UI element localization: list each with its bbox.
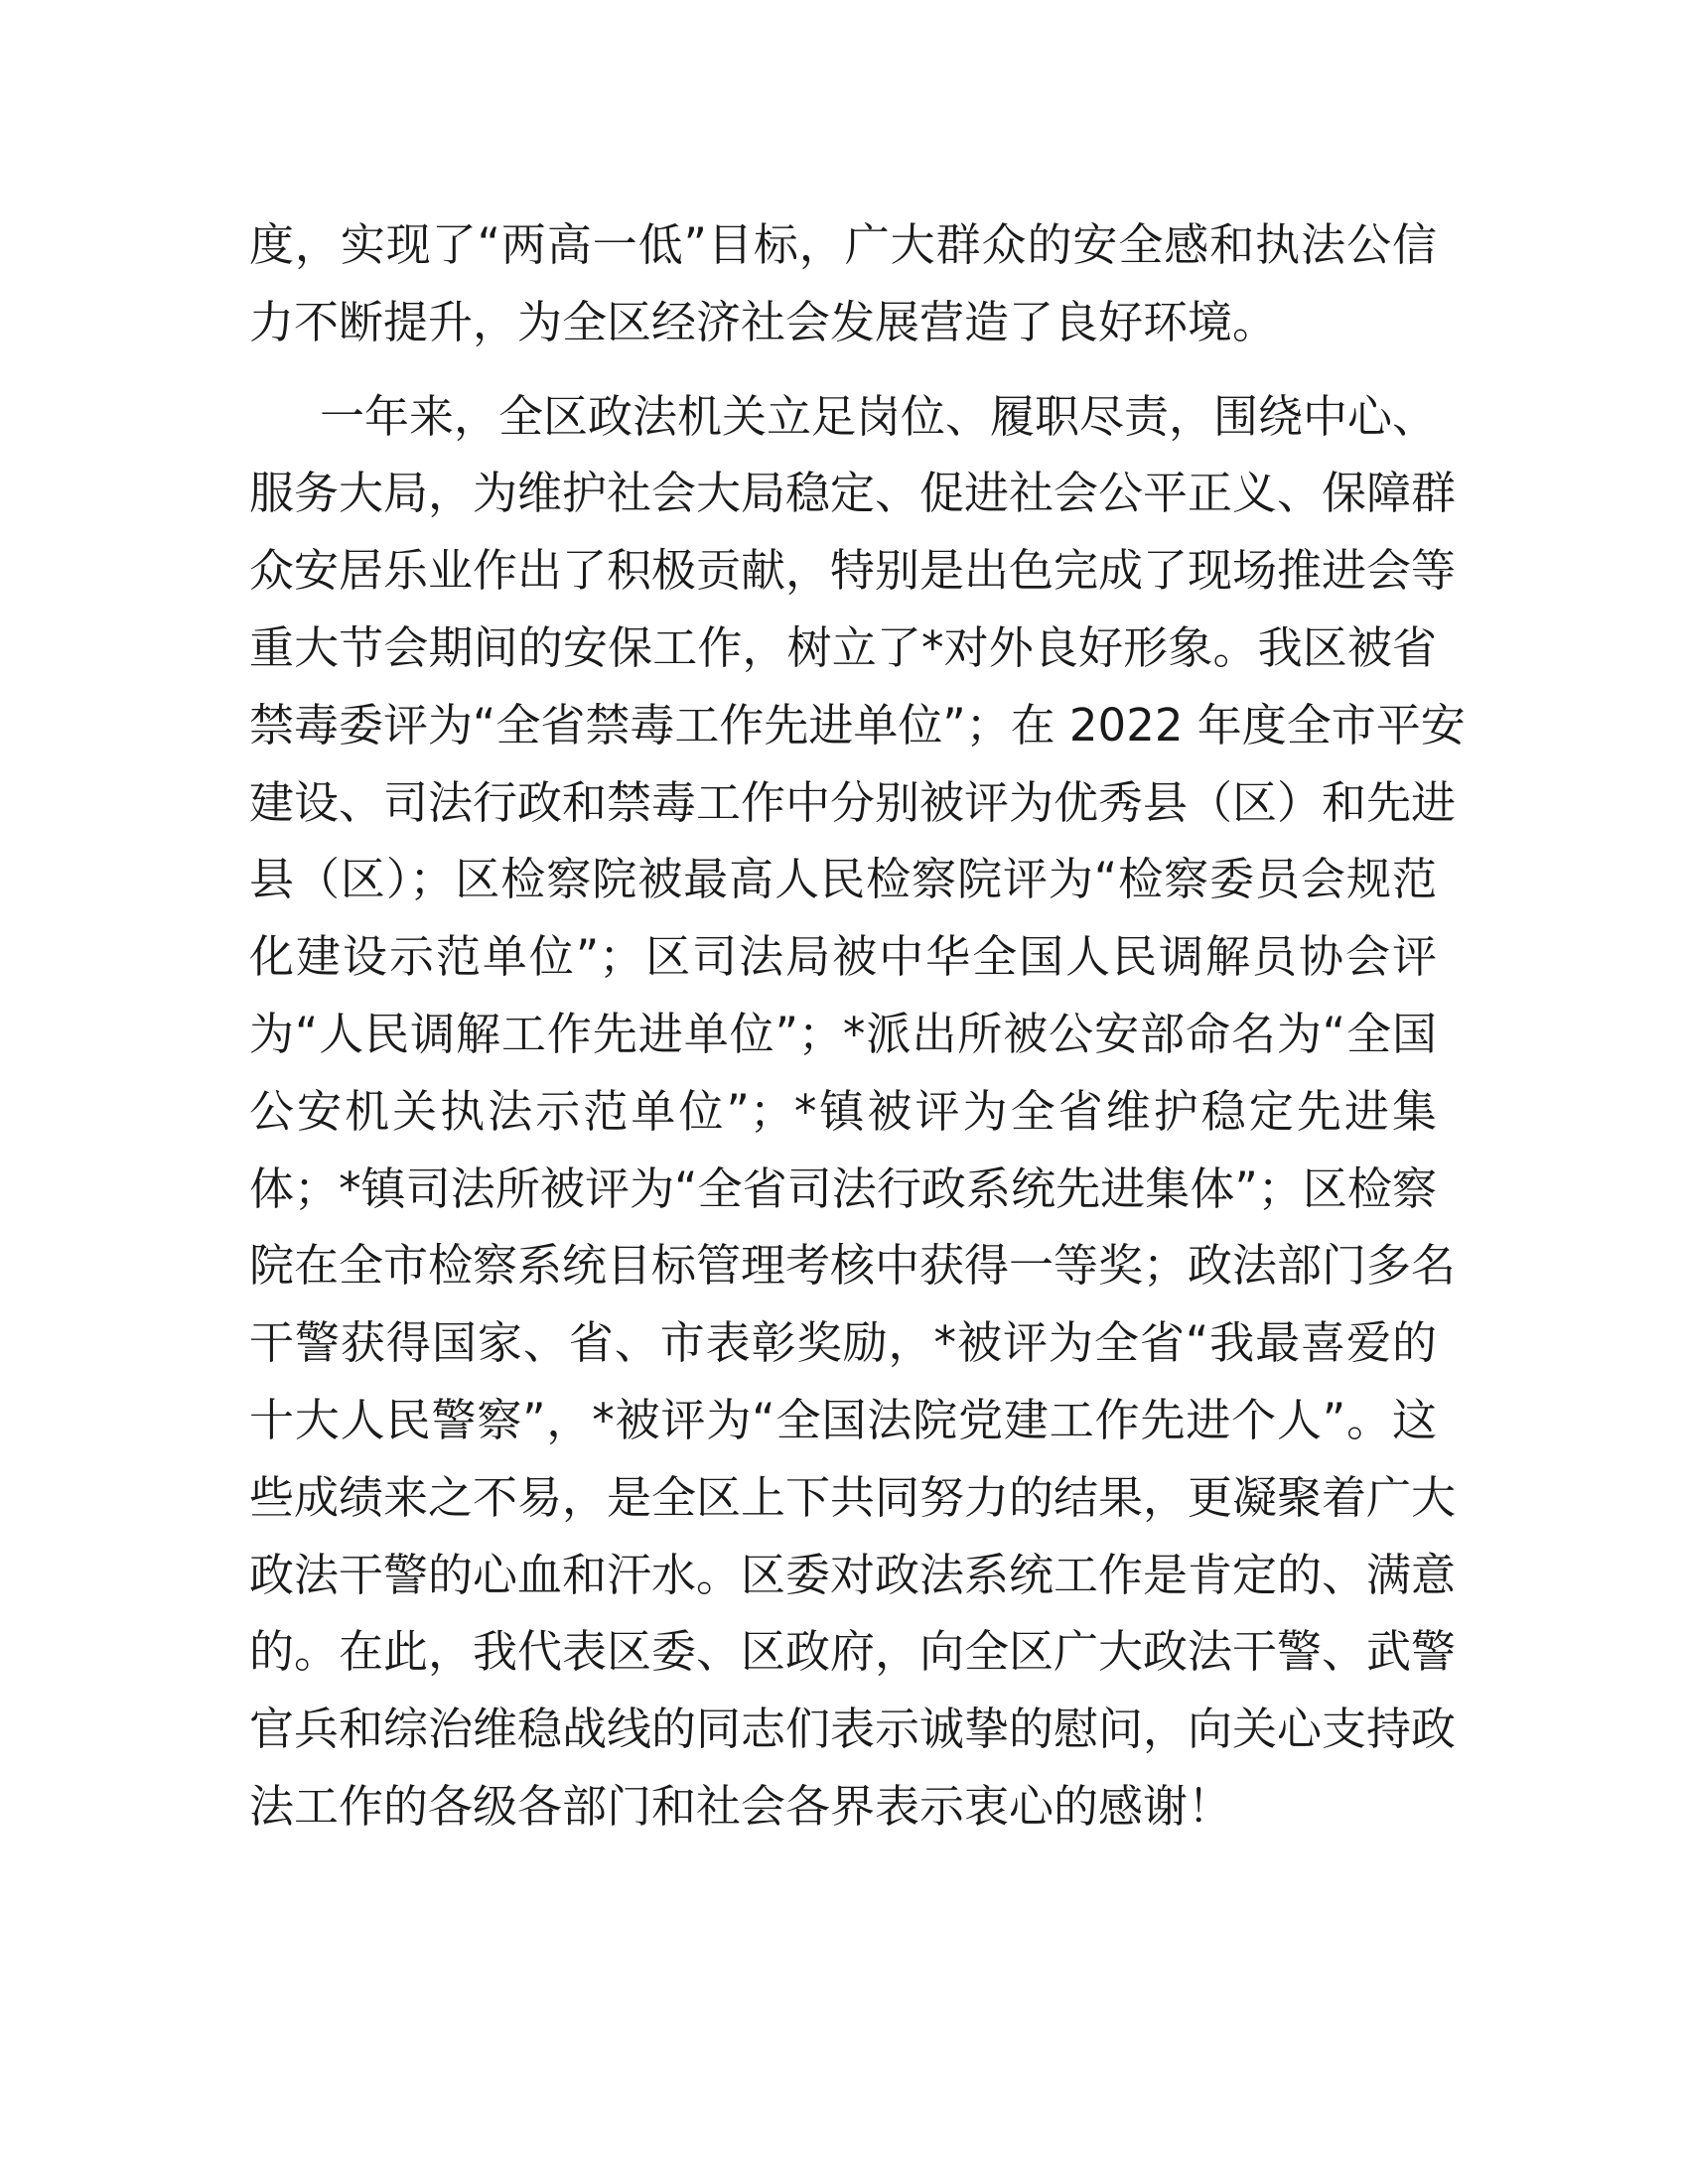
text-line: 重大节会期间的安保工作，树立了*对外良好形象。我区被省: [249, 620, 1437, 674]
text-line: 些成绩来之不易，是全区上下共同努力的结果，更凝聚着广大: [249, 1470, 1457, 1524]
text-line: 禁毒委评为“全省禁毒工作先进单位”；在 2022 年度全市平安: [249, 698, 1466, 751]
text-line: 干警获得国家、省、市表彰奖励，*被评为全省“我最喜爱的: [249, 1316, 1437, 1370]
text-line: 建设、司法行政和禁毒工作中分别被评为优秀县（区）和先进: [249, 775, 1457, 829]
text-line: 度，实现了“两高一低”目标，广大群众的安全感和执法公信: [249, 218, 1437, 271]
text-line: 院在全市检察系统目标管理考核中获得一等奖；政法部门多名: [249, 1239, 1457, 1293]
paragraph-2: [249, 378, 1466, 1845]
text-line: 众安居乐业作出了积极贡献，特别是出色完成了现场推进会等: [249, 544, 1457, 598]
text-line: 服务大局，为维护社会大局稳定、促进社会公平正义、保障群: [249, 467, 1457, 520]
paragraph-1: [249, 206, 1437, 361]
text-line: 政法干警的心血和汗水。区委对政法系统工作是肯定的、满意: [249, 1548, 1457, 1601]
text-line: 一年来，全区政法机关立足岗位、履职尽责，围绕中心、: [319, 389, 1437, 443]
text-line: 法工作的各级各部门和社会各界表示衷心的感谢！: [249, 1779, 1233, 1833]
text-line: 化建设示范单位”；区司法局被中华全国人民调解员协会评: [249, 930, 1437, 984]
text-line: 官兵和综治维稳战线的同志们表示诚挚的慰问，向关心支持政: [249, 1703, 1457, 1756]
text-line: 力不断提升，为全区经济社会发展营造了良好环境。: [249, 295, 1278, 348]
text-line: 为“人民调解工作先进单位”；*派出所被公安部命名为“全国: [249, 1007, 1437, 1060]
text-line: 体；*镇司法所被评为“全省司法行政系统先进集体”；区检察: [249, 1161, 1437, 1215]
text-line: 的。在此，我代表区委、区政府，向全区广大政法干警、武警: [249, 1625, 1457, 1679]
body-text: [249, 206, 1466, 1845]
text-line-first: [249, 378, 1437, 456]
text-line: 十大人民警察”，*被评为“全国法院党建工作先进个人”。这: [249, 1393, 1437, 1446]
text-line: 公安机关执法示范单位”；*镇被评为全省维护稳定先进集: [249, 1084, 1437, 1138]
text-line: 县（区）；区检察院被最高人民检察院评为“检察委员会规范: [249, 853, 1437, 906]
